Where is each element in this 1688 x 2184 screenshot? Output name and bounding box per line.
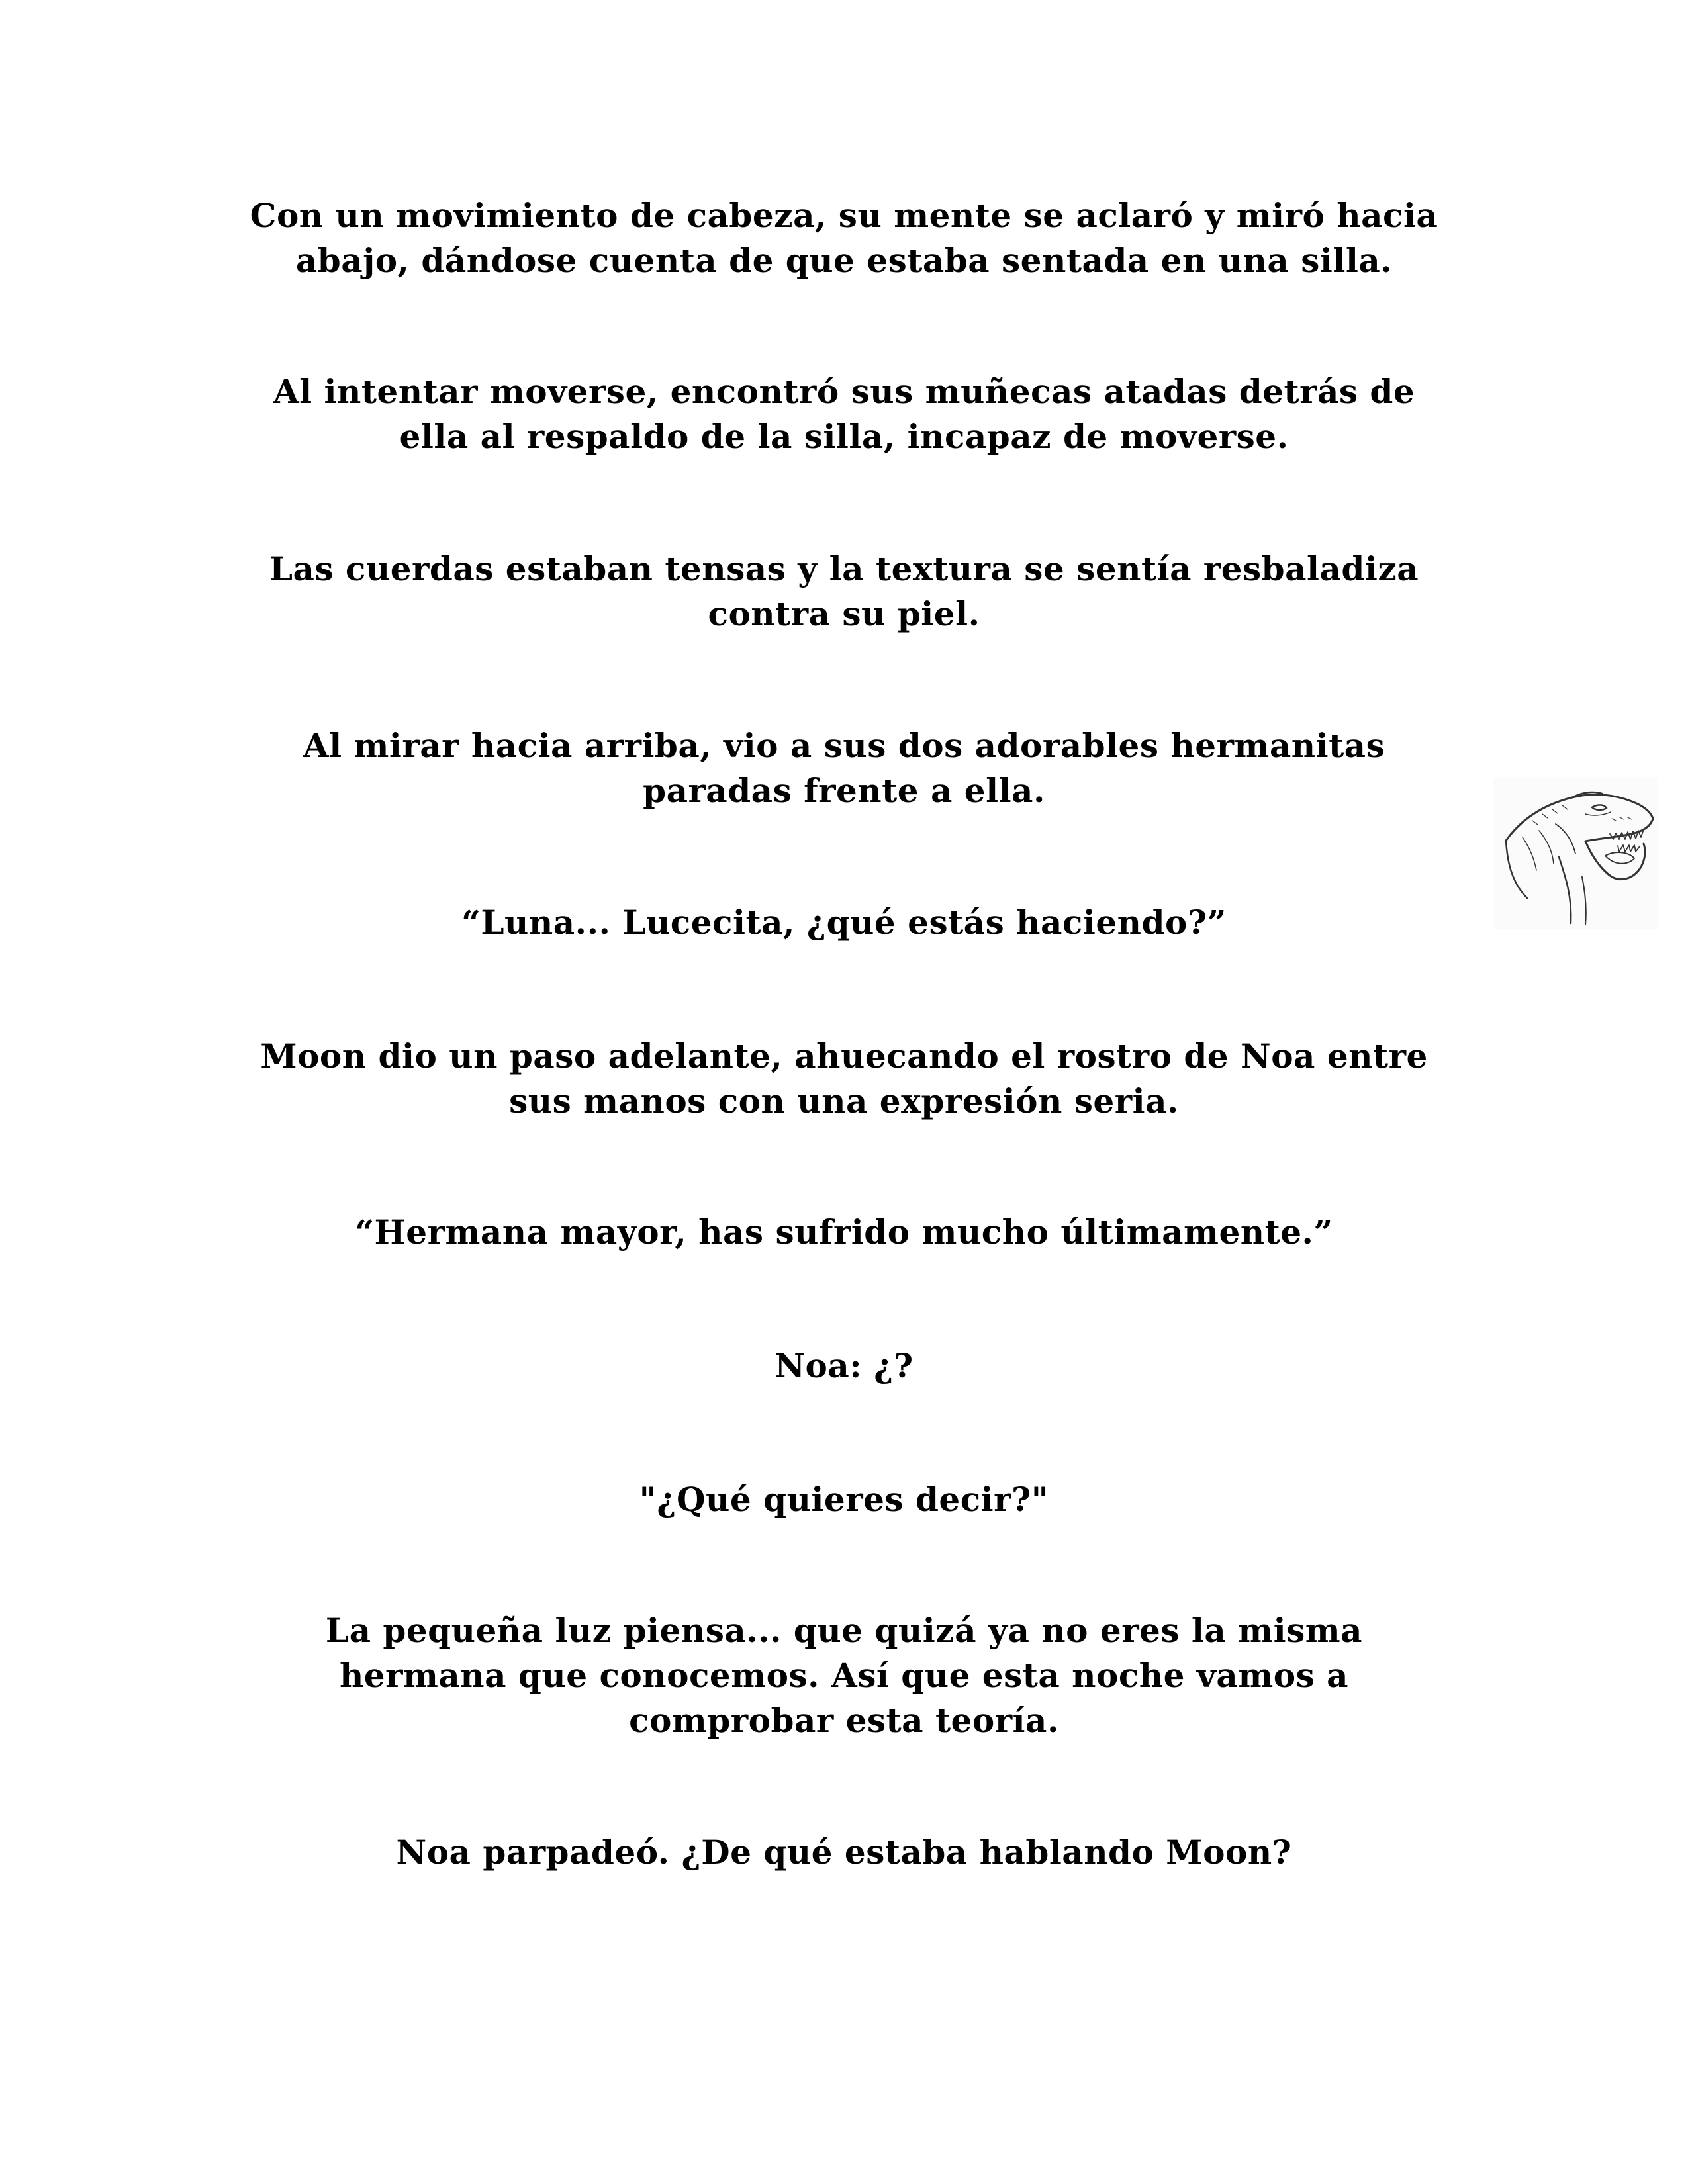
paragraph-1: Con un movimiento de cabeza, su mente se aclaró y miró hacia abajo, dándose cuenta de que estaba sentada en una silla. [250, 196, 1438, 280]
dialogue-noa: Noa: ¿? [774, 1346, 914, 1385]
paragraph-2: Al intentar moverse, encontró sus muñecas atadas detrás de ella al respaldo de la silla, incapaz de moverse. [273, 372, 1415, 456]
paragraph-11: Noa parpadeó. ¿De qué estaba hablando Moon? [396, 1833, 1292, 1872]
paragraph-6: Moon dio un paso adelante, ahuecando el rostro de Noa entre sus manos con una expresión seria. [260, 1036, 1428, 1120]
dialogue-que-quieres-decir: "¿Qué quieres decir?" [639, 1480, 1049, 1519]
dialogue-hermana-mayor: “Hermana mayor, has sufrido mucho últimamente.” [355, 1212, 1333, 1251]
dialogue-luna: “Luna... Lucecita, ¿qué estás haciendo?” [461, 903, 1227, 942]
paragraph-4: Al mirar hacia arriba, vio a sus dos adorables hermanitas paradas frente a ella. [303, 726, 1385, 810]
paragraph-10: La pequeña luz piensa... que quizá ya no eres la misma hermana que conocemos. Así que esta noche vamos a comprobar esta teoría. [325, 1611, 1363, 1740]
dinosaur-head-icon [1493, 778, 1658, 929]
paragraph-3: Las cuerdas estaban tensas y la textura se sentía resbaladiza contra su piel. [269, 549, 1419, 633]
